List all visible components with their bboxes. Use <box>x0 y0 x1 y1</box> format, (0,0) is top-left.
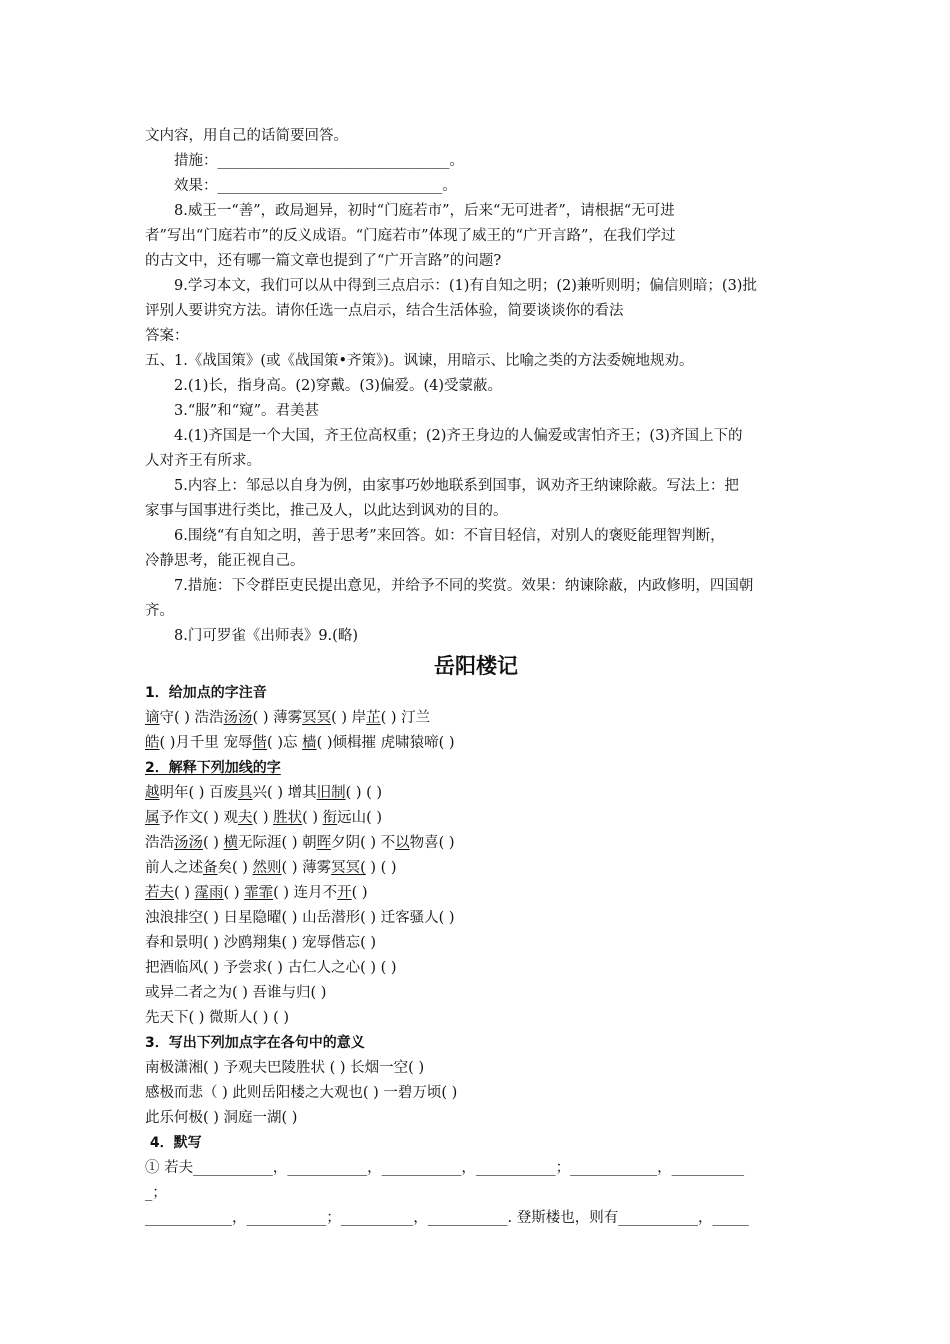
text-line: 五、1.《战国策》(或《战国策•齐策》)。讽谏，用暗示、比喻之类的方法委婉地规劝。 <box>145 353 694 369</box>
question-line: 春和景明( ) 沙鸥翔集( ) 宠辱偕忘( ) <box>145 935 376 951</box>
text-line: 措施：________________________________。 <box>174 153 464 169</box>
line-text: 予作文( ) 观 <box>159 810 239 826</box>
fill-blank-line[interactable]: _； <box>145 1185 167 1201</box>
question-line: 把酒临风( ) 予尝求( ) 古仁人之心( ) ( ) <box>145 960 397 976</box>
question-line <box>145 781 807 806</box>
question-line <box>145 806 807 831</box>
line-text: 浩浩 <box>145 835 174 851</box>
line-text: ( ) <box>252 810 274 826</box>
marked-char: 冥冥 <box>302 710 332 726</box>
question-line <box>145 856 807 881</box>
text-line: 8.门可罗雀《出师表》9.(略) <box>174 628 358 644</box>
marked-char: 冥冥( <box>331 860 366 876</box>
text-line: 冷静思考，能正视自己。 <box>145 553 305 569</box>
line-text: ( ) <box>203 835 224 851</box>
line-text: ( ) 薄雾 <box>281 860 332 876</box>
line-text: 远山( ) <box>337 810 383 826</box>
question-heading <box>145 756 807 781</box>
question-heading: 3．写出下列加点字在各句中的意义 <box>145 1035 365 1051</box>
text-line: 9.学习本文，我们可以从中得到三点启示：(1)有自知之明；(2)兼听则明；偏信则暗；(3)批 <box>174 278 757 294</box>
line-text: ( ) <box>223 885 245 901</box>
heading-text: 2．解释下列加线的字 <box>145 760 281 776</box>
line-text: 明年( ) 百废 <box>159 785 239 801</box>
marked-char: 晖 <box>316 835 332 851</box>
marked-char: 若夫 <box>145 885 174 901</box>
question-line <box>145 881 807 906</box>
question-line <box>145 831 807 856</box>
question-heading: 1．给加点的字注音 <box>145 685 267 701</box>
line-text: 夕阴( ) 不 <box>331 835 396 851</box>
text-line: 人对齐王有所求。 <box>145 453 261 469</box>
marked-char: 汤汤 <box>223 710 253 726</box>
question-line: 此乐何极( ) 洞庭一湖( ) <box>145 1110 298 1126</box>
text-line: 8.威王一“善”，政局迴异，初时“门庭若市”，后来“无可进者”，请根据“无可进 <box>174 203 675 219</box>
line-text: ( )倾楫摧 虎啸猿啼( ) <box>316 735 455 751</box>
text-line: 5.内容上：邹忌以自身为例，由家事巧妙地联系到国事，讽劝齐王纳谏除蔽。写法上：把 <box>174 478 739 494</box>
text-line: 2.(1)长，指身高。(2)穿戴。(3)偏爱。(4)受蒙蔽。 <box>174 378 502 394</box>
question-heading: 4．默写 <box>145 1135 202 1151</box>
marked-char: 霏霏 <box>244 885 274 901</box>
marked-char: 以 <box>395 835 410 851</box>
marked-char: 皓 <box>145 735 160 751</box>
text-line: 3.“服”和“窥”。君美甚 <box>174 403 319 419</box>
line-text: ( ) 薄雾 <box>252 710 303 726</box>
line-text: ( )忘 <box>267 735 303 751</box>
line-text: ( )月千里 宠辱 <box>159 735 253 751</box>
marked-char: 衔 <box>322 810 338 826</box>
marked-char: 备 <box>203 860 218 876</box>
question-line: 或异二者之为( ) 吾谁与归( ) <box>145 985 327 1001</box>
text-line: 效果：_______________________________。 <box>174 178 457 194</box>
line-text: 前人之述 <box>145 860 203 876</box>
text-line: 评别人要讲究方法。请你任选一点启示，结合生活体验，简要谈谈你的看法 <box>145 303 624 319</box>
marked-char: 开 <box>337 885 352 901</box>
text-line: 齐。 <box>145 603 174 619</box>
question-line: 浊浪排空( ) 日星隐曜( ) 山岳潜形( ) 迁客骚人( ) <box>145 910 455 926</box>
text-line: 6.围绕“有自知之明，善于思考”来回答。如：不盲目轻信，对别人的褒贬能理智判断， <box>174 528 725 544</box>
question-line <box>145 706 807 731</box>
question-line: 感极而悲（ ) 此则岳阳楼之大观也( ) 一碧万顷( ) <box>145 1085 458 1101</box>
marked-char: 越 <box>145 785 160 801</box>
marked-char: 谪 <box>145 710 160 726</box>
line-text: ( ) 汀兰 <box>380 710 431 726</box>
text-line: 7.措施：下令群臣吏民提出意见，并给予不同的奖赏。效果：纳谏除蔽，内政修明，四国朝 <box>174 578 754 594</box>
marked-char: 胜状 <box>273 810 303 826</box>
marked-char: 具 <box>238 785 253 801</box>
marked-char: 然则 <box>252 860 282 876</box>
line-text: ( ) <box>174 885 195 901</box>
marked-char: 偕 <box>252 735 268 751</box>
fill-blank-line[interactable]: ____________，___________；__________，___________. 登斯楼也，则有___________，_____ <box>145 1210 749 1226</box>
answer-heading: 答案： <box>145 328 189 344</box>
fill-blank-line[interactable]: ① 若夫___________，___________，___________，___________；____________，__________ <box>145 1160 745 1176</box>
document-page <box>145 124 807 1231</box>
marked-char: 属 <box>145 810 160 826</box>
marked-char: 夫 <box>238 810 253 826</box>
question-line: 南极潇湘( ) 予观夫巴陵胜状 ( ) 长烟一空( ) <box>145 1060 425 1076</box>
line-text: ( ) <box>302 810 323 826</box>
text-line: 文内容，用自己的话简要回答。 <box>145 128 348 144</box>
text-line: 4.(1)齐国是一个大国，齐王位高权重；(2)齐王身边的人偏爱或害怕齐王；(3)齐国上下的 <box>174 428 743 444</box>
text-line: 者”写出“门庭若市”的反义成语。“门庭若市”体现了威王的“广开言路”，在我们学过 <box>145 228 676 244</box>
line-text: ) ( ) <box>365 860 397 876</box>
line-text: 守( ) 浩浩 <box>159 710 224 726</box>
marked-char: 汤汤 <box>174 835 203 851</box>
line-text: ( ) <box>351 885 368 901</box>
marked-char: 横 <box>223 835 239 851</box>
line-text: ( ) 连月不 <box>273 885 338 901</box>
question-line <box>145 731 807 756</box>
line-text: 无际涯( ) 朝 <box>238 835 317 851</box>
marked-char: 旧制 <box>316 785 346 801</box>
line-text: 兴( ) 增其 <box>252 785 317 801</box>
question-line: 先天下( ) 微斯人( ) ( ) <box>145 1010 289 1026</box>
marked-char: 樯 <box>302 735 317 751</box>
section-title: 岳阳楼记 <box>434 654 518 678</box>
line-text: ( ) 岸 <box>331 710 367 726</box>
text-line: 家事与国事进行类比，推己及人，以此达到讽劝的目的。 <box>145 503 508 519</box>
line-text: ( ) ( ) <box>345 785 383 801</box>
marked-char: 芷 <box>366 710 381 726</box>
line-text: 物喜( ) <box>409 835 455 851</box>
line-text: 矣( ) <box>217 860 253 876</box>
text-line: 的古文中，还有哪一篇文章也提到了“广开言路”的问题? <box>145 253 502 269</box>
marked-char: 霪雨 <box>194 885 224 901</box>
